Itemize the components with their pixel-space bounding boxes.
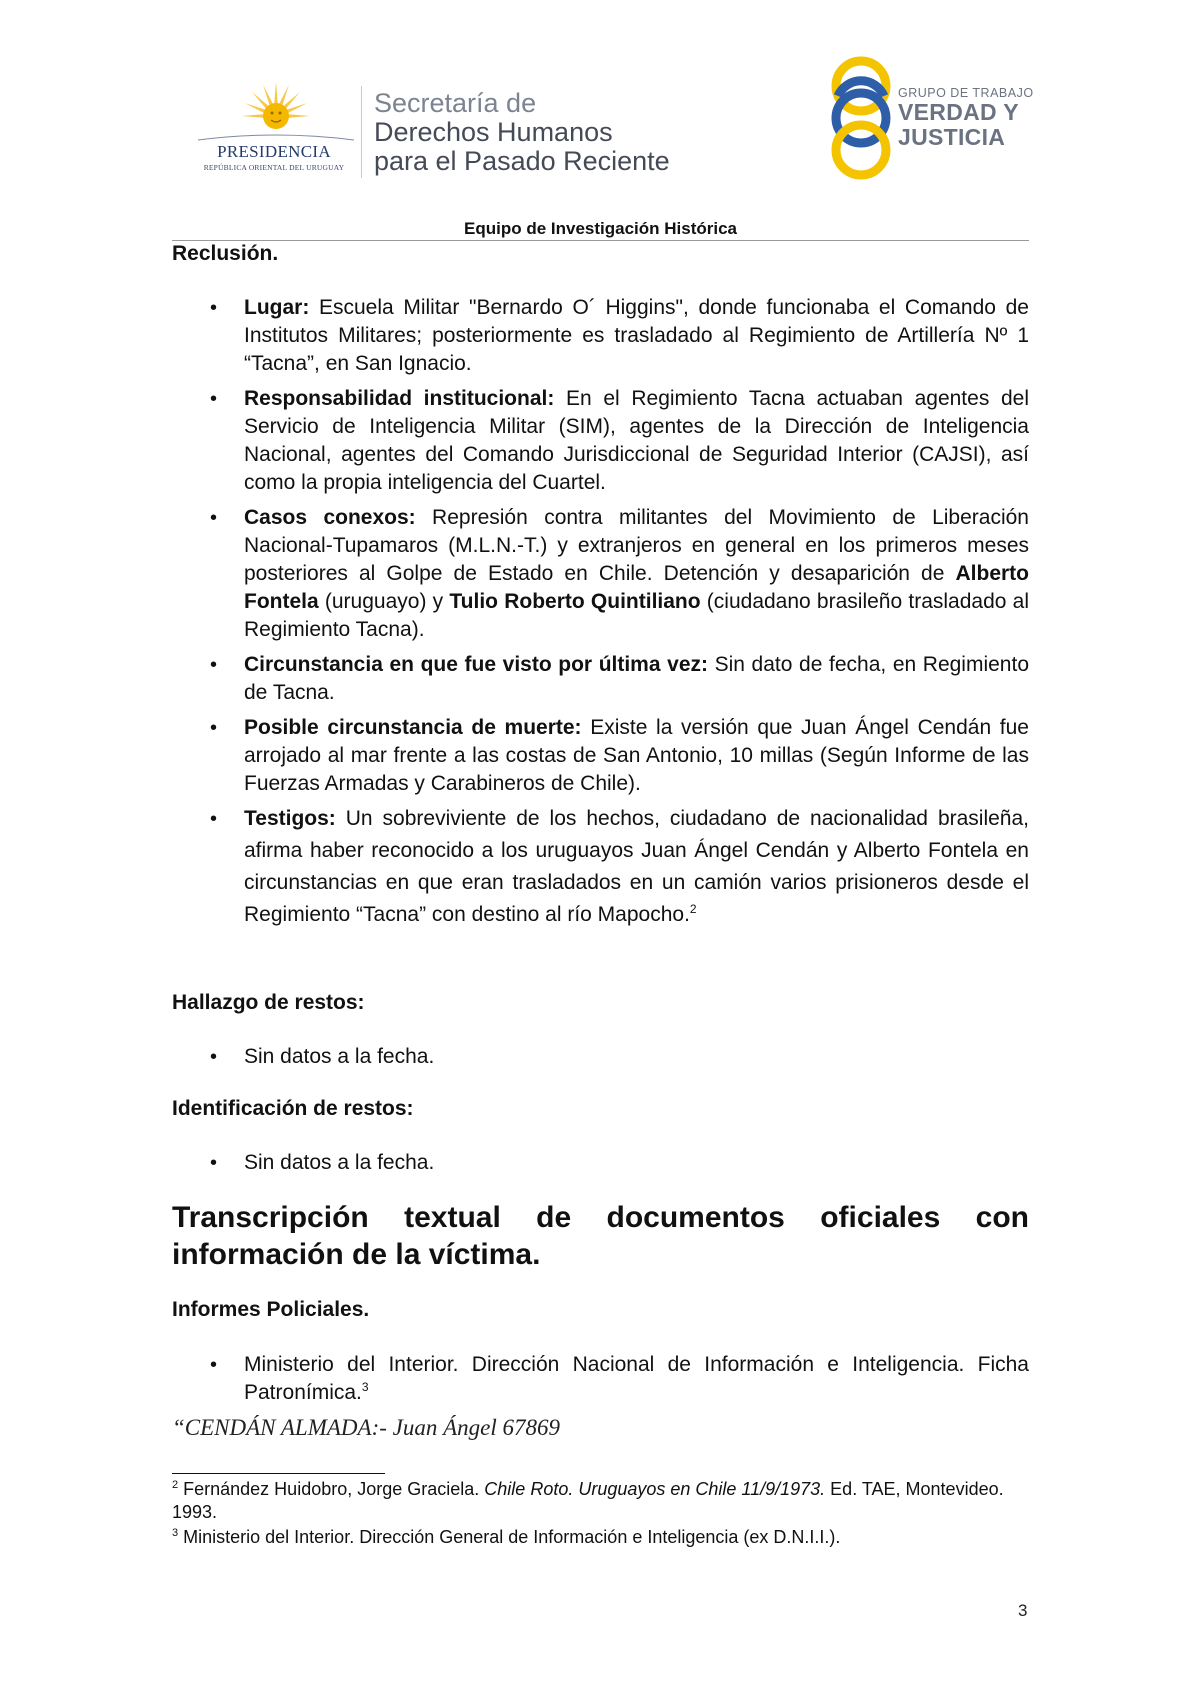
section-heading-identificacion: Identificación de restos:	[172, 1097, 414, 1120]
sun-icon	[196, 78, 356, 144]
bullet-icon: •	[210, 1354, 218, 1376]
footnote-ref[interactable]: 2	[689, 902, 697, 916]
footnote-title: Chile Roto. Uruguayos en Chile 11/9/1973.	[484, 1479, 826, 1499]
hallazgo-list	[172, 1043, 1029, 1071]
list-item	[172, 1043, 1029, 1071]
list-item-casos-conexos	[172, 504, 1029, 644]
list-item	[172, 1351, 1029, 1407]
item-label: Casos conexos:	[244, 506, 416, 529]
secretaria-logo-text	[374, 89, 714, 176]
item-label: Circunstancia en que fue visto por última vez:	[244, 653, 708, 676]
list-item	[172, 1149, 1029, 1177]
item-label: Responsabilidad institucional:	[244, 387, 555, 410]
bullet-icon: •	[210, 297, 218, 319]
item-text: Existe la versión que Juan Ángel Cendán fue arrojado al mar frente a las costas de San Antonio, 10 millas (Según Informe de las Fuerzas Armadas y Carabineros de Chile).	[244, 716, 1029, 795]
item-text: (uruguayo) y	[318, 590, 450, 613]
section-heading-hallazgo: Hallazgo de restos:	[172, 991, 365, 1014]
item-label: Testigos:	[244, 807, 336, 830]
header-divider	[361, 86, 362, 178]
footnote-number: 3	[172, 1527, 179, 1539]
header-rule	[172, 240, 1029, 241]
presidencia-title: PRESIDENCIA	[217, 142, 331, 161]
bullet-icon: •	[210, 808, 218, 830]
item-text: Ministerio del Interior. Dirección Nacional de Información e Inteligencia. Ficha Patronímica.	[244, 1353, 1029, 1404]
item-text: Un sobreviviente de los hechos, ciudadano de nacionalidad brasileña, afirma haber reconocido a los uruguayos Juan Ángel Cendán y Alberto Fontela en circunstancias en que eran trasladados en un camión varios prisioneros desde el Regimiento “Tacna” con destino al río Mapocho.	[244, 807, 1029, 926]
bullet-icon: •	[210, 388, 218, 410]
informes-list	[172, 1351, 1029, 1407]
person-name-fontela: Alberto Fontela	[244, 562, 1029, 613]
team-title: Equipo de Investigación Histórica	[464, 219, 737, 238]
footnote-number: 2	[172, 1479, 179, 1491]
footnote-rule	[172, 1473, 385, 1474]
transcribed-quote: “CENDÁN ALMADA:- Juan Ángel 67869	[172, 1415, 560, 1440]
item-label: Posible circunstancia de muerte:	[244, 716, 582, 739]
presidencia-subtitle: REPÚBLICA ORIENTAL DEL URUGUAY	[203, 163, 345, 172]
item-text: Sin datos a la fecha.	[244, 1045, 435, 1068]
footnote-text: Ministerio del Interior. Dirección General de Información e Inteligencia (ex D.N.I.I.).	[178, 1527, 841, 1547]
section-heading-transcripcion: Transcripción textual de documentos oficiales con información de la víctima.	[172, 1201, 1029, 1271]
rings-icon	[822, 56, 900, 181]
footnote-text: Fernández Huidobro, Jorge Graciela.	[178, 1479, 485, 1499]
list-item-circunstancia-visto	[172, 651, 1029, 707]
item-text: Represión contra militantes del Movimiento de Liberación Nacional-Tupamaros (M.L.N.-T.) y extranjeros en general en los primeros meses posteriores al Golpe de Estado en Chile. Detención y desaparición de	[244, 506, 1029, 585]
verdad-justicia-logo-text	[898, 86, 1058, 150]
list-item-lugar	[172, 294, 1029, 378]
item-text: Sin datos a la fecha.	[244, 1151, 435, 1174]
secretaria-line-3: para el Pasado Reciente	[374, 146, 670, 176]
footnote-2	[172, 1478, 1029, 1524]
section-heading-reclusion: Reclusión.	[172, 242, 279, 265]
secretaria-line-1: Secretaría de	[374, 88, 537, 118]
bullet-icon: •	[210, 654, 218, 676]
bullet-icon: •	[210, 1046, 218, 1068]
list-item-responsabilidad	[172, 385, 1029, 497]
bullet-icon: •	[210, 507, 218, 529]
bullet-icon: •	[210, 717, 218, 739]
person-name-quintiliano: Tulio Roberto Quintiliano	[449, 590, 701, 613]
item-text: Sin dato de fecha, en Regimiento de Tacna.	[244, 653, 1029, 704]
grupo-de-trabajo-label: GRUPO DE TRABAJO	[898, 86, 1034, 100]
item-text: Escuela Militar "Bernardo O´ Higgins", donde funcionaba el Comando de Institutos Militares; posteriormente es trasladado al Regimiento de Artillería Nº 1 “Tacna”, en San Ignacio.	[244, 296, 1029, 375]
verdad-justicia-rings-logo	[822, 56, 900, 181]
page-number: 3	[1018, 1601, 1028, 1620]
list-item-posible-muerte	[172, 714, 1029, 798]
reclusion-list	[172, 294, 1029, 931]
item-text: (ciudadano brasileño trasladado al Regimiento Tacna).	[244, 590, 1029, 641]
footnote-text: Ed. TAE, Montevideo. 1993.	[172, 1479, 1004, 1522]
identificacion-list	[172, 1149, 1029, 1177]
bullet-icon: •	[210, 1152, 218, 1174]
footnote-ref[interactable]: 3	[361, 1380, 369, 1394]
item-text: En el Regimiento Tacna actuaban agentes del Servicio de Inteligencia Militar (SIM), agentes de la Dirección de Inteligencia Nacional, agentes del Comando Jurisdiccional de Seguridad Interior (CAJSI), así como la propia inteligencia del Cuartel.	[244, 387, 1030, 494]
verdad-y-label: VERDAD Y	[898, 99, 1019, 125]
justicia-label: JUSTICIA	[898, 124, 1006, 150]
item-label: Lugar:	[244, 296, 310, 319]
subheading-informes-policiales: Informes Policiales.	[172, 1298, 370, 1321]
list-item-testigos	[172, 803, 1029, 931]
footnote-3	[172, 1526, 1029, 1549]
secretaria-line-2: Derechos Humanos	[374, 117, 613, 147]
